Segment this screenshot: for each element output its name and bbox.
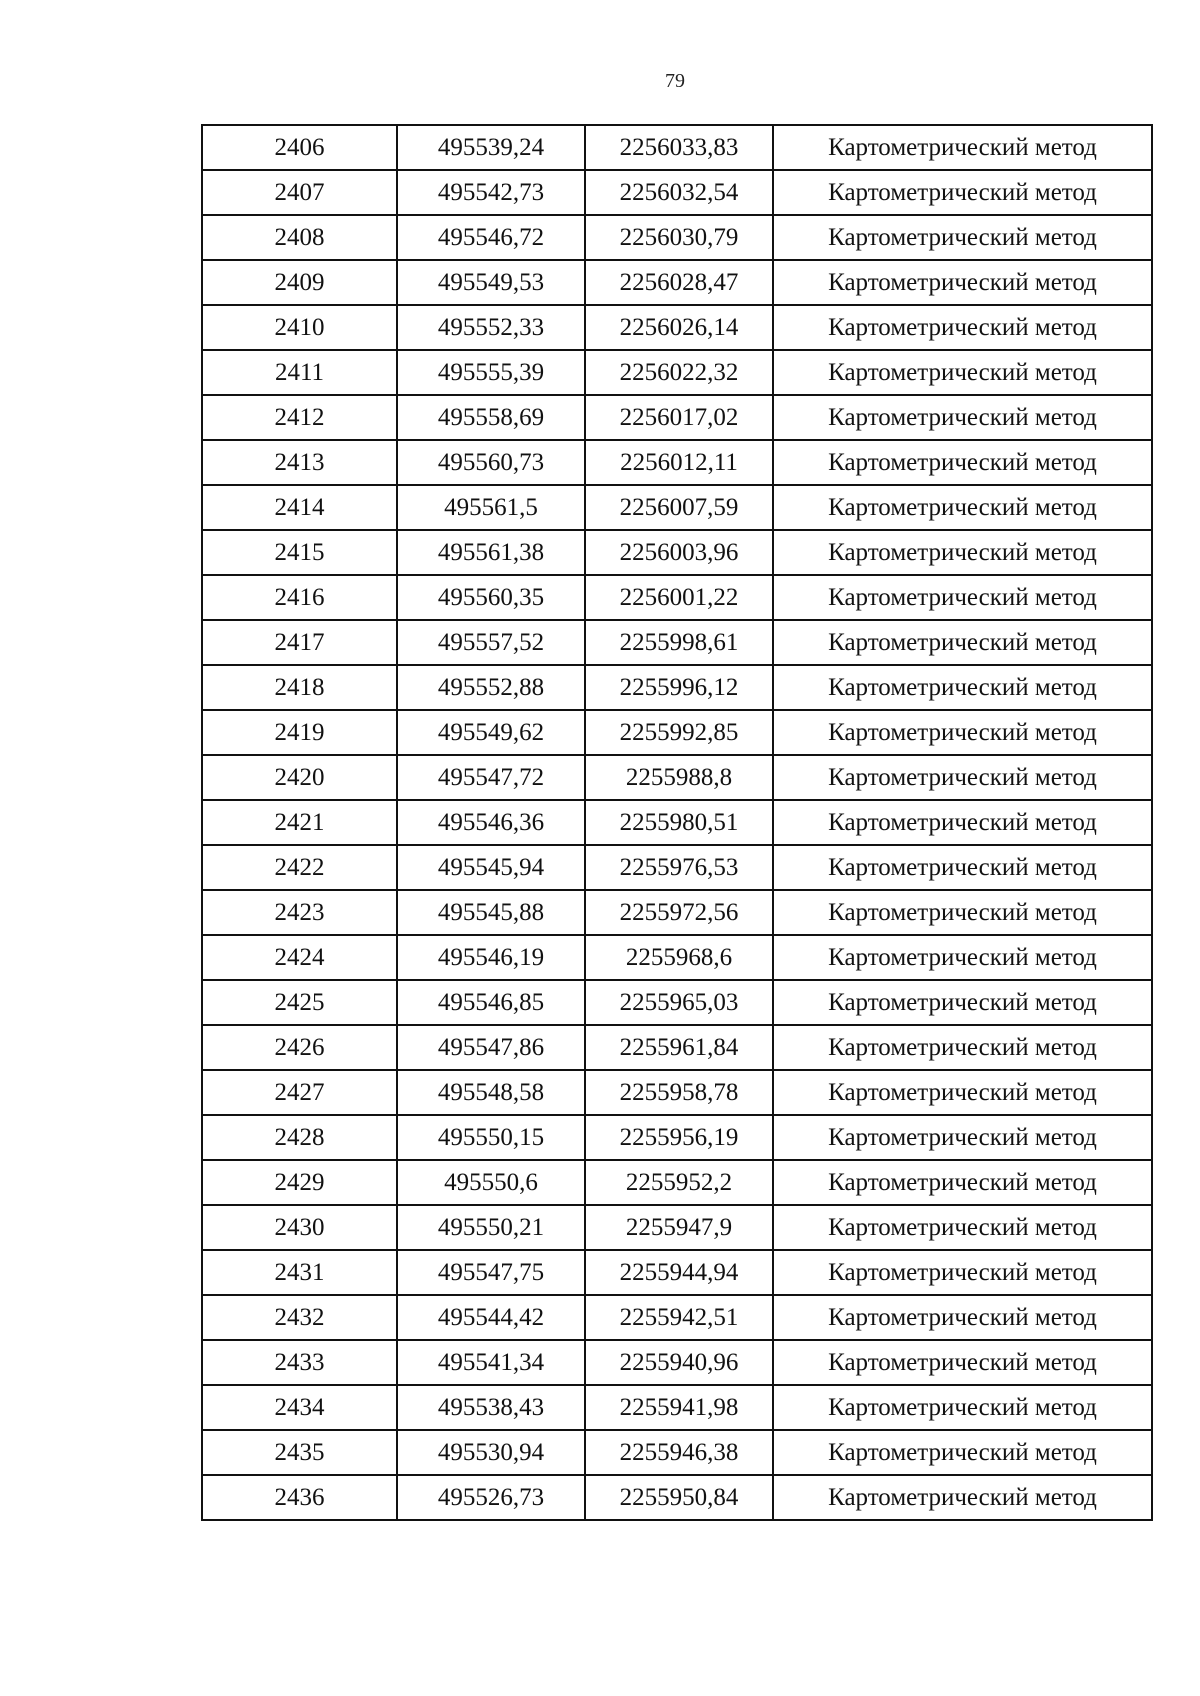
point-number-cell: 2416 (202, 575, 397, 620)
y-coordinate-cell: 2255972,56 (585, 890, 773, 935)
point-number-cell: 2409 (202, 260, 397, 305)
point-number-cell: 2417 (202, 620, 397, 665)
x-coordinate-cell: 495542,73 (397, 170, 585, 215)
y-coordinate-cell: 2255946,38 (585, 1430, 773, 1475)
method-cell: Картометрический метод (773, 350, 1152, 395)
method-cell: Картометрический метод (773, 1475, 1152, 1520)
point-number-cell: 2408 (202, 215, 397, 260)
method-cell: Картометрический метод (773, 1205, 1152, 1250)
table-row (202, 485, 1152, 530)
point-number-cell: 2413 (202, 440, 397, 485)
point-number-cell: 2410 (202, 305, 397, 350)
x-coordinate-cell: 495544,42 (397, 1295, 585, 1340)
y-coordinate-cell: 2255942,51 (585, 1295, 773, 1340)
x-coordinate-cell: 495538,43 (397, 1385, 585, 1430)
x-coordinate-cell: 495530,94 (397, 1430, 585, 1475)
x-coordinate-cell: 495561,5 (397, 485, 585, 530)
point-number-cell: 2426 (202, 1025, 397, 1070)
x-coordinate-cell: 495549,53 (397, 260, 585, 305)
table-row (202, 575, 1152, 620)
y-coordinate-cell: 2256026,14 (585, 305, 773, 350)
table-row (202, 1205, 1152, 1250)
point-number-cell: 2422 (202, 845, 397, 890)
table-row (202, 1160, 1152, 1205)
point-number-cell: 2412 (202, 395, 397, 440)
method-cell: Картометрический метод (773, 1340, 1152, 1385)
table-row (202, 215, 1152, 260)
x-coordinate-cell: 495546,19 (397, 935, 585, 980)
table-row (202, 665, 1152, 710)
y-coordinate-cell: 2255956,19 (585, 1115, 773, 1160)
y-coordinate-cell: 2256028,47 (585, 260, 773, 305)
y-coordinate-cell: 2255998,61 (585, 620, 773, 665)
method-cell: Картометрический метод (773, 845, 1152, 890)
point-number-cell: 2423 (202, 890, 397, 935)
x-coordinate-cell: 495550,21 (397, 1205, 585, 1250)
method-cell: Картометрический метод (773, 1430, 1152, 1475)
method-cell: Картометрический метод (773, 125, 1152, 170)
x-coordinate-cell: 495545,88 (397, 890, 585, 935)
method-cell: Картометрический метод (773, 935, 1152, 980)
point-number-cell: 2421 (202, 800, 397, 845)
table-row (202, 800, 1152, 845)
y-coordinate-cell: 2256003,96 (585, 530, 773, 575)
method-cell: Картометрический метод (773, 260, 1152, 305)
method-cell: Картометрический метод (773, 305, 1152, 350)
table-row (202, 350, 1152, 395)
x-coordinate-cell: 495552,88 (397, 665, 585, 710)
y-coordinate-cell: 2255947,9 (585, 1205, 773, 1250)
y-coordinate-cell: 2255996,12 (585, 665, 773, 710)
y-coordinate-cell: 2255952,2 (585, 1160, 773, 1205)
method-cell: Картометрический метод (773, 485, 1152, 530)
table-row (202, 980, 1152, 1025)
point-number-cell: 2420 (202, 755, 397, 800)
method-cell: Картометрический метод (773, 1385, 1152, 1430)
table-row (202, 1475, 1152, 1520)
x-coordinate-cell: 495547,72 (397, 755, 585, 800)
method-cell: Картометрический метод (773, 440, 1152, 485)
x-coordinate-cell: 495557,52 (397, 620, 585, 665)
x-coordinate-cell: 495561,38 (397, 530, 585, 575)
table-row (202, 1430, 1152, 1475)
point-number-cell: 2407 (202, 170, 397, 215)
method-cell: Картометрический метод (773, 1160, 1152, 1205)
table-row (202, 1070, 1152, 1115)
method-cell: Картометрический метод (773, 890, 1152, 935)
method-cell: Картометрический метод (773, 1025, 1152, 1070)
method-cell: Картометрический метод (773, 530, 1152, 575)
method-cell: Картометрический метод (773, 1070, 1152, 1115)
y-coordinate-cell: 2255988,8 (585, 755, 773, 800)
y-coordinate-cell: 2255992,85 (585, 710, 773, 755)
point-number-cell: 2427 (202, 1070, 397, 1115)
table-row (202, 935, 1152, 980)
method-cell: Картометрический метод (773, 575, 1152, 620)
y-coordinate-cell: 2255980,51 (585, 800, 773, 845)
x-coordinate-cell: 495539,24 (397, 125, 585, 170)
point-number-cell: 2414 (202, 485, 397, 530)
table-row (202, 1295, 1152, 1340)
x-coordinate-cell: 495560,35 (397, 575, 585, 620)
method-cell: Картометрический метод (773, 1295, 1152, 1340)
point-number-cell: 2415 (202, 530, 397, 575)
y-coordinate-cell: 2256007,59 (585, 485, 773, 530)
table-row (202, 305, 1152, 350)
x-coordinate-cell: 495545,94 (397, 845, 585, 890)
y-coordinate-cell: 2256032,54 (585, 170, 773, 215)
coordinates-table-body (202, 125, 1152, 1520)
table-row (202, 260, 1152, 305)
x-coordinate-cell: 495550,6 (397, 1160, 585, 1205)
x-coordinate-cell: 495550,15 (397, 1115, 585, 1160)
page-number: 79 (665, 70, 685, 92)
table-row (202, 1250, 1152, 1295)
x-coordinate-cell: 495546,85 (397, 980, 585, 1025)
x-coordinate-cell: 495546,36 (397, 800, 585, 845)
method-cell: Картометрический метод (773, 755, 1152, 800)
table-row (202, 845, 1152, 890)
table-row (202, 1115, 1152, 1160)
point-number-cell: 2406 (202, 125, 397, 170)
method-cell: Картометрический метод (773, 1250, 1152, 1295)
y-coordinate-cell: 2255958,78 (585, 1070, 773, 1115)
point-number-cell: 2428 (202, 1115, 397, 1160)
point-number-cell: 2433 (202, 1340, 397, 1385)
table-row (202, 395, 1152, 440)
x-coordinate-cell: 495549,62 (397, 710, 585, 755)
table-row (202, 620, 1152, 665)
table-row (202, 530, 1152, 575)
coordinates-table (201, 124, 1153, 1521)
y-coordinate-cell: 2255944,94 (585, 1250, 773, 1295)
method-cell: Картометрический метод (773, 800, 1152, 845)
y-coordinate-cell: 2256012,11 (585, 440, 773, 485)
point-number-cell: 2431 (202, 1250, 397, 1295)
point-number-cell: 2425 (202, 980, 397, 1025)
point-number-cell: 2434 (202, 1385, 397, 1430)
method-cell: Картометрический метод (773, 215, 1152, 260)
y-coordinate-cell: 2255950,84 (585, 1475, 773, 1520)
point-number-cell: 2430 (202, 1205, 397, 1250)
method-cell: Картометрический метод (773, 395, 1152, 440)
point-number-cell: 2436 (202, 1475, 397, 1520)
y-coordinate-cell: 2255965,03 (585, 980, 773, 1025)
table-row (202, 1025, 1152, 1070)
table-row (202, 170, 1152, 215)
x-coordinate-cell: 495560,73 (397, 440, 585, 485)
table-row (202, 1385, 1152, 1430)
y-coordinate-cell: 2255941,98 (585, 1385, 773, 1430)
point-number-cell: 2419 (202, 710, 397, 755)
method-cell: Картометрический метод (773, 170, 1152, 215)
x-coordinate-cell: 495541,34 (397, 1340, 585, 1385)
point-number-cell: 2424 (202, 935, 397, 980)
method-cell: Картометрический метод (773, 980, 1152, 1025)
x-coordinate-cell: 495555,39 (397, 350, 585, 395)
x-coordinate-cell: 495547,86 (397, 1025, 585, 1070)
table-row (202, 125, 1152, 170)
method-cell: Картометрический метод (773, 710, 1152, 755)
table-row (202, 710, 1152, 755)
x-coordinate-cell: 495552,33 (397, 305, 585, 350)
point-number-cell: 2411 (202, 350, 397, 395)
x-coordinate-cell: 495526,73 (397, 1475, 585, 1520)
y-coordinate-cell: 2255940,96 (585, 1340, 773, 1385)
y-coordinate-cell: 2255968,6 (585, 935, 773, 980)
point-number-cell: 2435 (202, 1430, 397, 1475)
y-coordinate-cell: 2255976,53 (585, 845, 773, 890)
x-coordinate-cell: 495558,69 (397, 395, 585, 440)
method-cell: Картометрический метод (773, 620, 1152, 665)
x-coordinate-cell: 495546,72 (397, 215, 585, 260)
method-cell: Картометрический метод (773, 665, 1152, 710)
table-row (202, 755, 1152, 800)
point-number-cell: 2432 (202, 1295, 397, 1340)
method-cell: Картометрический метод (773, 1115, 1152, 1160)
y-coordinate-cell: 2256033,83 (585, 125, 773, 170)
y-coordinate-cell: 2256001,22 (585, 575, 773, 620)
point-number-cell: 2418 (202, 665, 397, 710)
x-coordinate-cell: 495548,58 (397, 1070, 585, 1115)
x-coordinate-cell: 495547,75 (397, 1250, 585, 1295)
table-row (202, 890, 1152, 935)
y-coordinate-cell: 2256017,02 (585, 395, 773, 440)
y-coordinate-cell: 2256022,32 (585, 350, 773, 395)
table-row (202, 1340, 1152, 1385)
y-coordinate-cell: 2255961,84 (585, 1025, 773, 1070)
point-number-cell: 2429 (202, 1160, 397, 1205)
table-row (202, 440, 1152, 485)
y-coordinate-cell: 2256030,79 (585, 215, 773, 260)
